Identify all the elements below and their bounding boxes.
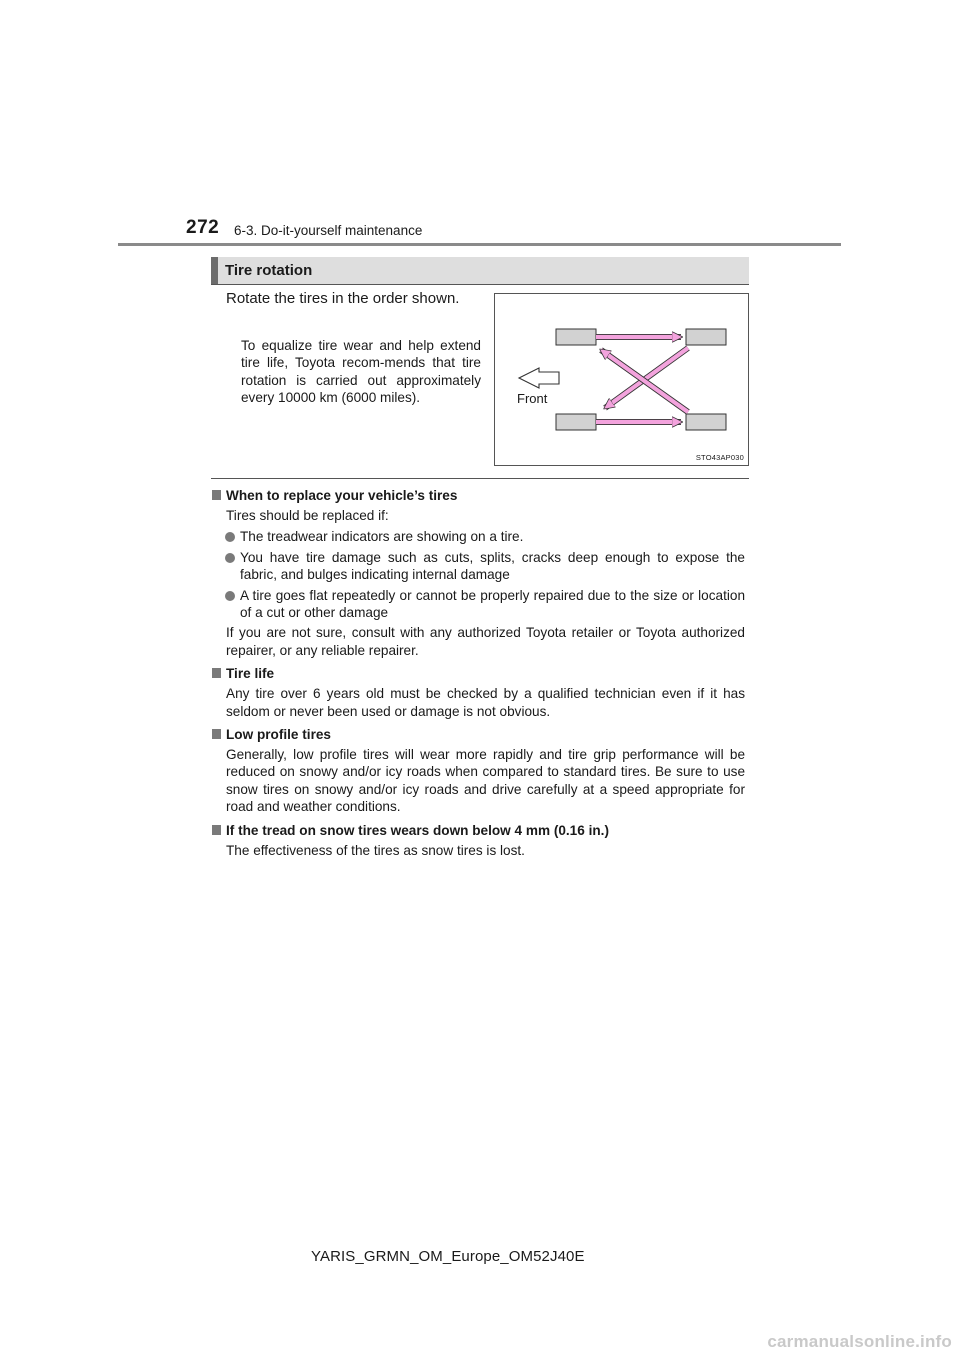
heading-text: If the tread on snow tires wears down below 4 mm (0.16 in.)	[226, 822, 609, 838]
tire-rear-left	[686, 329, 726, 345]
heading-text: Tire life	[226, 666, 275, 682]
tire-rotation-diagram	[494, 293, 749, 466]
replace-conditions-list	[211, 528, 745, 621]
heading-replace-tires	[211, 487, 745, 504]
rotation-arrow-rear-left-to-front-right	[605, 348, 688, 408]
section-divider	[211, 478, 749, 479]
snow-tire-text: The effectiveness of the tires as snow tires is lost.	[226, 842, 525, 858]
list-item-text: The treadwear indicators are showing on a tire.	[240, 529, 524, 545]
circle-bullet-icon	[225, 591, 235, 601]
low-profile-text: Generally, low profile tires will wear more rapidly and tire grip performance will be reduced on snowy and/or icy roads when compared to standard tires. Be sure to use snow tires on snowy and/or icy roads and drive carefully at a speed appropriate for road and weather conditions.	[226, 747, 745, 815]
tire-front-right	[556, 414, 596, 430]
square-bullet-icon	[212, 825, 221, 835]
header-divider	[118, 243, 841, 246]
heading-text: Low profile tires	[226, 727, 331, 743]
rotation-diagram-svg	[495, 294, 748, 465]
figure-code: STO43AP030	[695, 453, 744, 462]
list-item	[211, 549, 745, 584]
document-id: YARIS_GRMN_OM_Europe_OM52J40E	[311, 1248, 585, 1265]
square-bullet-icon	[212, 729, 221, 739]
circle-bullet-icon	[225, 532, 235, 542]
tire-rotation-intro: Rotate the tires in the order shown.	[226, 290, 460, 307]
heading-low-profile-tires	[211, 726, 745, 743]
chapter-section-title: 6-3. Do-it-yourself maintenance	[234, 223, 423, 238]
circle-bullet-icon	[225, 553, 235, 563]
heading-text: When to replace your vehicle’s tires	[226, 488, 458, 503]
tire-front-left	[556, 329, 596, 345]
square-bullet-icon	[212, 668, 221, 678]
tire-life-text: Any tire over 6 years old must be checked by a qualified technician even if it has seldom or never been used or damage is not obvious.	[226, 686, 745, 719]
heading-snow-tire-tread	[211, 822, 745, 839]
watermark: carmanualsonline.info	[767, 1332, 952, 1351]
tire-rear-right	[686, 414, 726, 430]
tire-rotation-note: To equalize tire wear and help extend tire life, Toyota recom-mends that tire rotation is carried out approximately every 10000 km (6000 miles).	[241, 338, 481, 406]
title-bar-accent	[211, 257, 218, 284]
list-item-text: A tire goes flat repeatedly or cannot be properly repaired due to the size or location of a cut or other damage	[240, 587, 745, 621]
tire-rotation-title: Tire rotation	[225, 262, 313, 279]
replace-advice: If you are not sure, consult with any authorized Toyota retailer or Toyota authorized repairer, or any reliable repairer.	[226, 625, 745, 658]
list-item	[211, 587, 745, 622]
list-item-text: You have tire damage such as cuts, splits, cracks deep enough to expose the fabric, and bulges indicating internal damage	[240, 549, 745, 583]
front-direction-arrow-icon	[519, 368, 559, 388]
front-label: Front	[517, 391, 548, 406]
title-bar-underline	[211, 284, 749, 285]
replace-lead: Tires should be replaced if:	[226, 508, 389, 523]
tire-rotation-title-bar	[211, 257, 749, 284]
heading-tire-life	[211, 665, 745, 682]
list-item	[211, 528, 745, 545]
square-bullet-icon	[212, 490, 221, 500]
page-number: 272	[186, 217, 220, 238]
tire-info-content	[211, 487, 745, 859]
